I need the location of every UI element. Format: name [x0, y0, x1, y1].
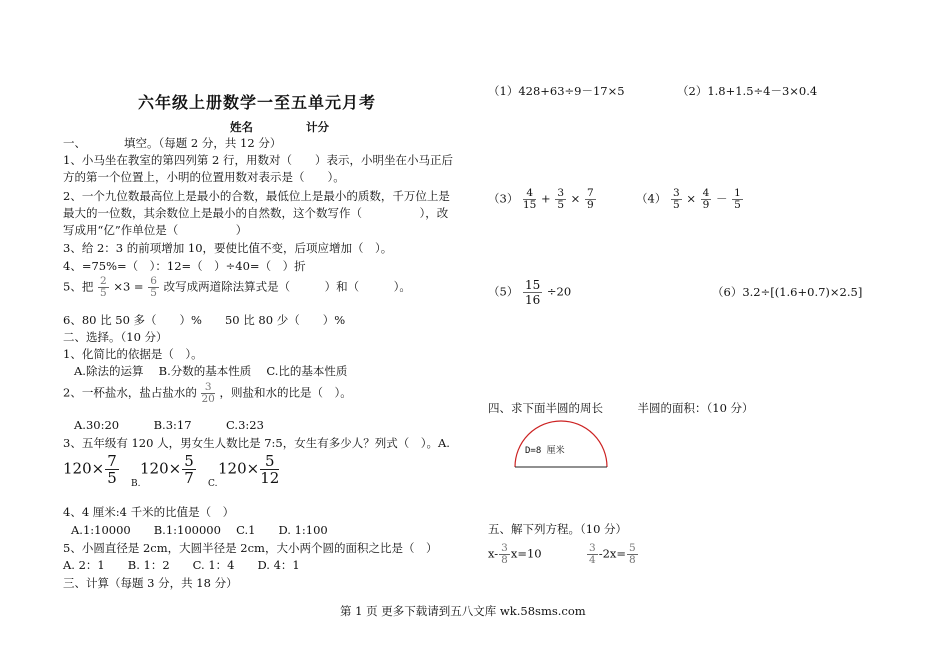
fraction: [523, 278, 542, 307]
denominator: 5: [150, 287, 157, 299]
section1-number: 一、: [63, 136, 86, 150]
eq1-suffix: x=10: [510, 546, 542, 561]
s2-q3-option-c-label: C.: [208, 479, 218, 489]
numerator: 3: [589, 542, 596, 554]
operator: －: [715, 191, 728, 206]
s1-q6: 6、80 比 50 多（ ）% 50 比 80 少（ ）%: [63, 313, 346, 327]
diameter-label: D=8 厘米: [525, 446, 565, 456]
fraction: [671, 188, 682, 211]
s1-q5-mid: ×3 =: [113, 279, 144, 294]
denominator: 8: [501, 554, 508, 566]
calc-2: （2）1.8+1.5÷4－3×0.4: [677, 84, 818, 98]
eq1-prefix: x-: [488, 546, 499, 561]
s2-q2-prefix: 2、一杯盐水，盐占盐水的: [63, 385, 197, 400]
s1-q1-line1: 1、小马坐在教室的第四列第 2 行，用数对（ ）表示，小明坐在小马正后: [63, 153, 453, 167]
calc-5-rest: ÷20: [546, 284, 572, 299]
calc-4-label: （4）: [636, 191, 667, 206]
fraction: [98, 276, 109, 299]
numerator: 6: [150, 275, 157, 287]
denominator: 5: [99, 287, 107, 299]
fraction: [627, 543, 638, 566]
s2-q1: 1、化简比的依据是（ ）。: [63, 347, 203, 361]
s2-q3: 3、五年级有 120 人，男女生人数比是 7:5，女生有多少人？列式（ ）。A.: [63, 436, 450, 450]
denominator: 12: [260, 469, 280, 487]
fraction: [148, 276, 159, 299]
calc-4: [636, 188, 744, 211]
page-title: 六年级上册数学一至五单元月考: [138, 93, 377, 112]
calc-3: [488, 188, 597, 211]
denominator: 5: [734, 199, 741, 211]
fraction: [105, 453, 119, 486]
numerator: 3: [501, 542, 508, 554]
s2-q3-option-c: [218, 453, 280, 486]
s1-q2-line1: 2、一个九位数最高位上是最小的合数，最低位上是最小的质数，千万位上是: [63, 189, 450, 203]
s2-q4: 4、4 厘米:4 千米的比值是（ ）: [63, 505, 235, 519]
s1-q5-prefix: 5、把: [63, 279, 94, 294]
section4-title: 四、求下面半圆的周长 半圆的面积：（10 分）: [488, 401, 754, 415]
numerator: 7: [107, 452, 117, 470]
section3-title: 三、计算（每题 3 分，共 18 分）: [63, 576, 238, 590]
section2-title: 二、选择。（10 分）: [63, 330, 168, 344]
fraction: [201, 382, 214, 405]
fraction: [587, 543, 598, 566]
denominator: 16: [524, 293, 541, 307]
s2-q3-option-a: [63, 453, 120, 486]
fraction: [732, 188, 743, 211]
page-footer: 第 1 页 更多下载请到五八文库 wk.58sms.com: [340, 604, 586, 618]
s2-q2-suffix: ，则盐和水的比是（ ）。: [219, 385, 352, 400]
numerator: 3: [672, 187, 680, 199]
denominator: 5: [107, 469, 117, 487]
s2-q4-options: A.1:10000 B.1:100000 C.1 D. 1:100: [71, 523, 328, 537]
operator: ×: [570, 191, 581, 206]
calc-5: [488, 278, 571, 307]
s1-q1-line2: 方的第一个位置上，小明的位置用数对表示是（ ）。: [63, 170, 345, 184]
eq2-middle: -2x=: [598, 546, 627, 561]
calc-1: （1）428+63÷9－17×5: [488, 84, 625, 98]
denominator: 15: [522, 199, 537, 211]
fraction: [585, 188, 596, 211]
numerator: 15: [524, 278, 541, 292]
denominator: 9: [702, 199, 710, 211]
denominator: 5: [557, 199, 564, 211]
fraction: [555, 188, 566, 211]
denominator: 20: [201, 393, 215, 405]
denominator: 4: [589, 554, 596, 566]
fraction: [499, 543, 510, 566]
s1-q5: [63, 276, 411, 299]
score-label: 计分: [306, 120, 329, 134]
fraction: [701, 188, 712, 211]
numerator: 4: [702, 187, 710, 199]
s2-q5-options: A. 2：1 B. 1：2 C. 1：4 D. 4：1: [63, 558, 300, 572]
numerator: 7: [586, 187, 594, 199]
numerator: 5: [629, 542, 636, 554]
fraction: [182, 453, 196, 486]
fraction: [523, 188, 536, 211]
s1-q4: 4、=75%=（ ）：12=（ ）÷40=（ ）折: [63, 259, 306, 273]
s2-q2-options: A.30:20 B.3:17 C.3:23: [74, 418, 264, 432]
s2-q1-options: A.除法的运算 B.分数的基本性质 C.比的基本性质: [74, 364, 348, 378]
numerator: 2: [99, 275, 107, 287]
operator: +: [541, 191, 551, 206]
s2-q2: [63, 382, 352, 405]
numerator: 5: [184, 452, 194, 470]
section1-heading: [63, 136, 281, 150]
equation-1: [488, 543, 542, 566]
equation-2: [586, 543, 639, 566]
section5-title: 五、解下列方程。（10 分）: [488, 522, 628, 536]
operator: ×: [686, 191, 696, 206]
denominator: 9: [586, 199, 594, 211]
numerator: 3: [201, 382, 214, 394]
s1-q3: 3、给 2：3 的前项增加 10，要使比值不变，后项应增加（ ）。: [63, 241, 393, 255]
name-label: 姓名: [230, 120, 253, 134]
s1-q5-suffix: 改写成两道除法算式是（ ）和（ ）。: [163, 279, 411, 294]
s2-q3-option-b-label: B.: [131, 479, 141, 489]
option-b-whole: 120×: [140, 459, 182, 478]
numerator: 4: [523, 188, 536, 200]
numerator: 5: [260, 453, 279, 470]
fraction: [260, 453, 279, 486]
denominator: 5: [672, 199, 680, 211]
numerator: 1: [734, 187, 741, 199]
calc-3-label: （3）: [488, 191, 519, 206]
denominator: 7: [184, 469, 194, 487]
s1-q2-line3: 写成用“亿”作单位是（ ）: [63, 223, 248, 237]
option-c-whole: 120×: [218, 459, 260, 478]
s2-q5: 5、小圆直径是 2cm，大圆半径是 2cm，大小两个圆的面积之比是（ ）: [63, 541, 438, 555]
s1-q2-line2: 最大的一位数，其余数位上是最小的自然数，这个数写作（ ），改: [63, 206, 449, 220]
numerator: 3: [557, 187, 564, 199]
denominator: 8: [629, 554, 636, 566]
option-a-whole: 120×: [63, 459, 105, 478]
s2-q3-option-b: [140, 453, 197, 486]
section1-title: 填空。（每题 2 分，共 12 分）: [124, 136, 282, 150]
calc-5-label: （5）: [488, 284, 519, 299]
calc-6: （6）3.2÷[(1.6+0.7)×2.5]: [712, 285, 863, 299]
